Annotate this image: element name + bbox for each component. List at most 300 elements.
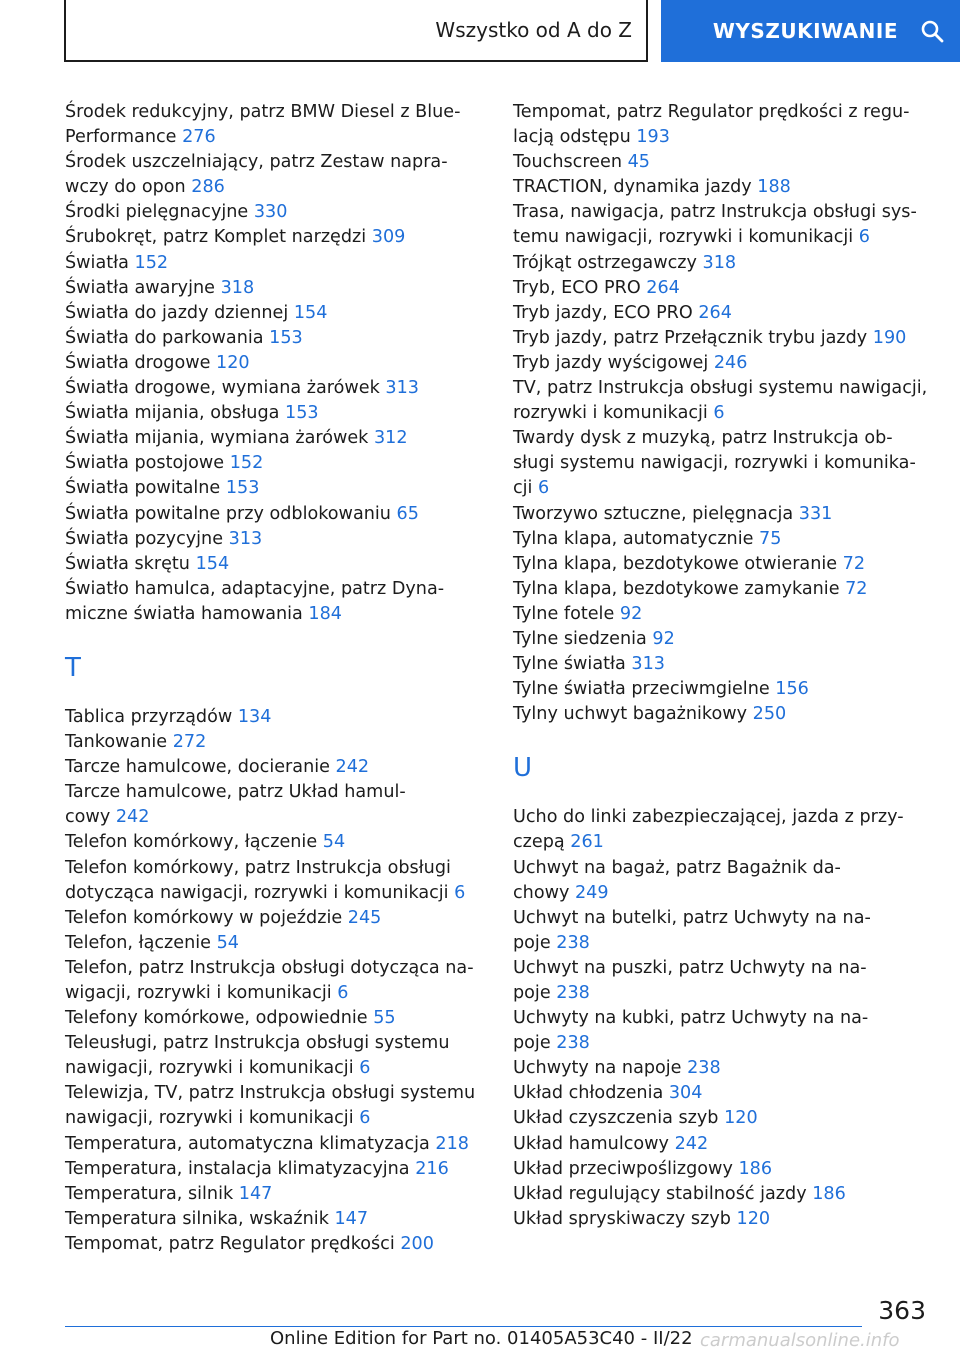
index-entry-text: temu nawigacji, rozrywki i komunikacji — [513, 227, 854, 248]
index-entry-line — [65, 1081, 485, 1106]
index-entry-text: Twardy dysk z muzyką, patrz Instrukcja ob- — [513, 428, 893, 449]
index-entry — [65, 401, 485, 426]
index-entry-line — [513, 677, 933, 702]
index-entry-line — [65, 376, 485, 401]
page-number: 363 — [878, 1296, 926, 1325]
index-entry-line — [513, 451, 933, 476]
index-entry-line — [513, 602, 933, 627]
page-reference-link[interactable]: 72 — [845, 578, 868, 599]
index-entry — [65, 426, 485, 451]
index-entry — [65, 906, 485, 931]
index-entry — [65, 1081, 485, 1131]
index-entry-line — [65, 1207, 485, 1232]
index-entry-text: Tylne fotele — [513, 603, 615, 624]
index-entry-line — [513, 150, 933, 175]
index-entry-text: Układ spryskiwaczy szyb — [513, 1208, 731, 1229]
page-reference-link[interactable]: 154 — [293, 302, 328, 323]
index-entry-text: Uchwyt na butelki, patrz Uchwyty na na- — [513, 907, 871, 928]
index-entry — [65, 956, 485, 1006]
index-entry-text: Ucho do linki zabezpieczającej, jazda z przy- — [513, 807, 904, 828]
index-entry-line — [65, 730, 485, 755]
index-entry-text: Telefony komórkowe, odpowiednie — [65, 1008, 368, 1029]
index-entry-text: rozrywki i komunikacji — [513, 403, 708, 424]
index-entry-line — [65, 527, 485, 552]
page-reference-link[interactable]: 54 — [216, 932, 239, 953]
page-reference-link[interactable]: 45 — [627, 152, 650, 173]
page-reference-link[interactable]: 286 — [191, 177, 225, 198]
index-entry-line — [65, 150, 485, 175]
index-entry-text: Środek redukcyjny, patrz BMW Diesel z Blue- — [65, 102, 461, 122]
section-tab-label: Wszystko od A do Z — [435, 18, 632, 42]
index-entry — [513, 1157, 933, 1182]
index-entry-text: Tarcze hamulcowe, docieranie — [65, 757, 330, 778]
page-reference-link[interactable]: 75 — [759, 528, 782, 549]
letter-heading: T — [65, 652, 81, 683]
index-entry-text: Uchwyty na napoje — [513, 1058, 682, 1079]
index-entry-line — [513, 326, 933, 351]
page-reference-link[interactable]: 312 — [373, 428, 408, 449]
page-reference-link[interactable]: 186 — [738, 1158, 773, 1179]
index-entry-line — [513, 401, 933, 426]
index-entry-line — [65, 401, 485, 426]
index-entry-text: TV, patrz Instrukcja obsługi systemu nawigacji, — [513, 378, 928, 399]
index-entry-text: Światła drogowe, wymiana żarówek — [65, 378, 380, 399]
page-reference-link[interactable]: 313 — [385, 378, 419, 399]
index-entry-line — [65, 906, 485, 931]
index-entry-line — [513, 1031, 933, 1056]
page-reference-link[interactable]: 218 — [435, 1133, 469, 1154]
index-entry-text: Performance — [65, 127, 177, 148]
page-reference-link[interactable]: 331 — [798, 503, 833, 524]
index-entry-line — [65, 1056, 485, 1081]
index-entry-text: Światła powitalne — [65, 478, 221, 499]
page-reference-link[interactable]: 238 — [556, 1033, 590, 1054]
index-entry — [513, 426, 933, 501]
index-entry-text: TRACTION, dynamika jazdy — [513, 177, 752, 198]
section-tab[interactable] — [64, 0, 648, 62]
index-entry-text: poje — [513, 983, 551, 1003]
index-entry — [65, 200, 485, 225]
index-entry-text: poje — [513, 1033, 551, 1054]
page-reference-link[interactable]: 186 — [812, 1183, 846, 1204]
index-entry — [513, 1081, 933, 1106]
page-reference-link[interactable]: 238 — [556, 983, 590, 1003]
page-reference-link[interactable]: 250 — [752, 704, 787, 725]
index-entry-line — [513, 702, 933, 727]
index-entry-line — [65, 276, 485, 301]
index-entry — [65, 1006, 485, 1031]
index-entry-text: Temperatura, automatyczna klimatyzacja — [65, 1133, 430, 1154]
page-reference-link[interactable]: 200 — [400, 1233, 434, 1254]
index-entry — [513, 527, 933, 552]
page-reference-link[interactable]: 276 — [182, 127, 216, 148]
page-reference-link[interactable]: 330 — [253, 202, 288, 223]
index-entry-line — [65, 1157, 485, 1182]
index-entry — [513, 906, 933, 956]
index-entry-line — [65, 577, 485, 602]
index-entry — [65, 301, 485, 326]
index-entry-text: Układ chłodzenia — [513, 1083, 664, 1104]
index-entry — [65, 225, 485, 250]
page-reference-link[interactable]: 238 — [687, 1058, 721, 1079]
index-entry-line — [513, 276, 933, 301]
page-reference-link[interactable]: 153 — [269, 327, 303, 348]
index-entry — [513, 301, 933, 326]
index-entry — [513, 805, 933, 855]
index-entry-text: chowy — [513, 882, 570, 903]
index-entry-text: cji — [513, 478, 533, 499]
index-entry-text: Światła do jazdy dziennej — [65, 302, 289, 323]
index-entry-line — [65, 856, 485, 881]
page-reference-link[interactable]: 154 — [195, 553, 230, 574]
page-reference-link[interactable]: 190 — [872, 327, 907, 348]
index-entry-text: Układ czyszczenia szyb — [513, 1108, 719, 1129]
index-entry-line — [513, 956, 933, 981]
page-reference-link[interactable]: 6 — [359, 1108, 371, 1129]
index-entry-text: Światła pozycyjne — [65, 528, 224, 549]
index-entry-text: Trasa, nawigacja, patrz Instrukcja obsługi sys- — [513, 202, 917, 223]
index-entry-line — [513, 1132, 933, 1157]
index-entry-line — [513, 301, 933, 326]
index-entry-line — [65, 705, 485, 730]
page-reference-link[interactable]: 147 — [334, 1208, 369, 1229]
index-entry — [513, 602, 933, 627]
index-entry-line — [65, 502, 485, 527]
index-entry-text: Tarcze hamulcowe, patrz Układ hamul- — [65, 782, 406, 803]
page-reference-link[interactable]: 318 — [220, 277, 255, 298]
index-entry-line — [513, 251, 933, 276]
index-entry-line — [513, 652, 933, 677]
index-entry-text: Tankowanie — [65, 732, 168, 753]
index-entry-line — [513, 1157, 933, 1182]
page-reference-link[interactable]: 242 — [335, 757, 370, 778]
index-entry — [65, 931, 485, 956]
index-entry-line — [65, 100, 485, 125]
index-entry — [65, 755, 485, 780]
page-reference-link[interactable]: 309 — [371, 227, 406, 248]
page-reference-link[interactable]: 120 — [736, 1208, 771, 1229]
page-reference-link[interactable]: 242 — [674, 1133, 709, 1154]
index-entry — [65, 705, 485, 730]
index-entry-line — [65, 476, 485, 501]
index-entry-line — [513, 175, 933, 200]
page-reference-link[interactable]: 54 — [322, 832, 346, 853]
index-entry-line — [513, 1056, 933, 1081]
index-entry-line — [513, 830, 933, 855]
index-entry-text: nawigacji, rozrywki i komunikacji — [65, 1058, 354, 1079]
index-entry — [513, 200, 933, 250]
page-reference-link[interactable]: 216 — [415, 1158, 449, 1179]
page-reference-link[interactable]: 92 — [652, 628, 675, 649]
index-entry-text: Środki pielęgnacyjne — [65, 202, 249, 223]
index-entry — [513, 956, 933, 1006]
index-entry-line — [513, 906, 933, 931]
index-entry — [65, 730, 485, 755]
index-entry-text: Telefon komórkowy, łączenie — [65, 832, 318, 853]
page-reference-link[interactable]: 6 — [454, 882, 466, 903]
index-entry-text: Touchscreen — [513, 152, 622, 173]
index-entry-text: miczne światła hamowania — [65, 603, 303, 624]
index-entry — [513, 1182, 933, 1207]
index-entry-text: Światła postojowe — [65, 453, 225, 474]
letter-heading: U — [513, 753, 533, 784]
index-entry — [513, 276, 933, 301]
index-entry-text: Trójkąt ostrzegawczy — [513, 252, 697, 273]
index-entry-line — [513, 881, 933, 906]
index-entry-text: wczy do opon — [65, 177, 186, 198]
index-entry-text: Światła mijania, wymiana żarówek — [65, 428, 369, 449]
index-entry-line — [513, 225, 933, 250]
index-entry — [513, 351, 933, 376]
page-reference-link[interactable]: 152 — [229, 453, 264, 474]
index-entry-line — [513, 476, 933, 501]
index-entry-text: Światła powitalne przy odblokowaniu — [65, 503, 391, 524]
page-reference-link[interactable]: 72 — [842, 553, 866, 574]
page-reference-link[interactable]: 65 — [396, 503, 419, 524]
index-entry-text: Tryb jazdy, ECO PRO — [513, 302, 693, 323]
index-entry-line — [65, 1006, 485, 1031]
footer-divider — [65, 1326, 862, 1327]
index-entry-text: Uchwyt na bagaż, patrz Bagażnik da- — [513, 857, 841, 878]
index-entry-text: Telefon, łączenie — [65, 932, 211, 953]
index-entry-line — [65, 755, 485, 780]
index-entry-line — [513, 527, 933, 552]
index-entry-text: Światła — [65, 252, 129, 273]
index-entry-text: Tylne światła — [513, 654, 626, 675]
page-reference-link[interactable]: 264 — [698, 302, 732, 323]
index-entry-text: Telefon komórkowy, patrz Instrukcja obsługi — [65, 857, 451, 878]
index-entry-line — [65, 426, 485, 451]
page-reference-link[interactable]: 153 — [285, 403, 319, 424]
index-entry-line — [65, 931, 485, 956]
index-entry-line — [513, 627, 933, 652]
index-entry-text: sługi systemu nawigacji, rozrywki i komunika- — [513, 453, 916, 474]
index-entry — [513, 702, 933, 727]
index-entry — [65, 351, 485, 376]
index-entry-line — [513, 856, 933, 881]
index-entry — [513, 627, 933, 652]
index-entry — [65, 552, 485, 577]
page-reference-link[interactable]: 6 — [538, 478, 550, 499]
index-entry — [65, 150, 485, 200]
index-entry — [513, 652, 933, 677]
index-entry-line — [65, 251, 485, 276]
page-reference-link[interactable]: 242 — [115, 807, 150, 828]
index-entry-line — [65, 1106, 485, 1131]
index-entry — [65, 502, 485, 527]
index-entry-line — [65, 956, 485, 981]
page-reference-link[interactable]: 318 — [702, 252, 737, 273]
index-entry-text: Telefon, patrz Instrukcja obsługi dotycząca na- — [65, 957, 474, 978]
index-entry-text: Tylna klapa, automatycznie — [513, 528, 754, 549]
page-reference-link[interactable]: 193 — [636, 127, 670, 148]
index-entry-line — [513, 1182, 933, 1207]
index-entry — [65, 780, 485, 830]
index-entry — [513, 175, 933, 200]
index-entry-line — [65, 200, 485, 225]
page-reference-link[interactable]: 6 — [858, 227, 870, 248]
page-reference-link[interactable]: 313 — [228, 528, 263, 549]
index-entry — [65, 577, 485, 627]
index-entry-text: Tylna klapa, bezdotykowe zamykanie — [513, 578, 840, 599]
page-reference-link[interactable]: 6 — [713, 403, 725, 424]
index-entry — [65, 276, 485, 301]
page-reference-link[interactable]: 152 — [134, 252, 169, 273]
index-entry-line — [65, 225, 485, 250]
index-entry-text: Światło hamulca, adaptacyjne, patrz Dyna- — [65, 578, 445, 599]
index-entry-line — [65, 981, 485, 1006]
page-reference-link[interactable]: 249 — [574, 882, 609, 903]
index-entry-line — [513, 1081, 933, 1106]
index-entry — [65, 251, 485, 276]
index-entry-line — [513, 200, 933, 225]
index-entry-line — [65, 830, 485, 855]
index-entry-line — [65, 451, 485, 476]
index-entry-text: lacją odstępu — [513, 127, 631, 148]
footer-edition: Online Edition for Part no. 01405A53C40 - II/22 — [270, 1328, 693, 1349]
index-entry-text: Światła drogowe — [65, 352, 211, 373]
index-entry-line — [65, 301, 485, 326]
index-entry — [513, 552, 933, 577]
index-column-right — [513, 100, 933, 1232]
page-reference-link[interactable]: 156 — [775, 679, 809, 700]
index-entry-text: Telewizja, TV, patrz Instrukcja obsługi systemu — [65, 1083, 476, 1104]
index-entry — [65, 1182, 485, 1207]
index-entry-text: Tempomat, patrz Regulator prędkości z regu- — [513, 102, 910, 122]
index-entry-text: czepą — [513, 832, 565, 853]
index-entry-line — [513, 1106, 933, 1131]
page-reference-link[interactable]: 147 — [238, 1183, 273, 1204]
index-entry-line — [513, 805, 933, 830]
page-reference-link[interactable]: 134 — [237, 706, 272, 727]
search-icon — [920, 19, 944, 43]
index-entry-text: cowy — [65, 807, 111, 828]
index-entry-line — [65, 1232, 485, 1257]
index-entry-text: Środek uszczelniający, patrz Zestaw napra- — [65, 152, 448, 173]
page-reference-link[interactable]: 120 — [216, 352, 250, 373]
index-entry — [65, 527, 485, 552]
index-entry — [65, 1157, 485, 1182]
index-entry-text: Układ hamulcowy — [513, 1133, 669, 1154]
page-reference-link[interactable]: 6 — [359, 1058, 371, 1079]
index-entry-text: Światła do parkowania — [65, 327, 264, 348]
index-entry-line — [513, 125, 933, 150]
index-entry-text: Tylny uchwyt bagażnikowy — [513, 704, 748, 725]
index-entry-text: Światła awaryjne — [65, 277, 215, 298]
index-entry — [65, 376, 485, 401]
page-reference-link[interactable]: 272 — [172, 732, 207, 753]
index-entry — [65, 476, 485, 501]
page-reference-link[interactable]: 261 — [570, 832, 604, 853]
index-entry — [513, 677, 933, 702]
index-entry-line — [65, 881, 485, 906]
index-entry-text: Tylna klapa, bezdotykowe otwieranie — [513, 553, 838, 574]
page-reference-link[interactable]: 188 — [757, 177, 791, 198]
index-entry-text: Temperatura, silnik — [65, 1183, 234, 1204]
index-entry-line — [65, 326, 485, 351]
index-entry-text: Śrubokręt, patrz Komplet narzędzi — [65, 227, 367, 248]
index-entry — [65, 1232, 485, 1257]
page-reference-link[interactable]: 304 — [668, 1083, 703, 1104]
index-entry-text: Układ regulujący stabilność jazdy — [513, 1183, 807, 1204]
index-entry-text: Tempomat, patrz Regulator prędkości — [65, 1233, 395, 1254]
index-entry-line — [513, 100, 933, 125]
index-entry-line — [65, 1182, 485, 1207]
index-entry-text: Tryb, ECO PRO — [513, 277, 641, 298]
page-reference-link[interactable]: 245 — [347, 907, 382, 928]
search-tab-label: WYSZUKIWANIE — [712, 19, 898, 43]
index-entry-line — [65, 780, 485, 805]
page-reference-link[interactable]: 246 — [713, 352, 748, 373]
index-entry-text: Uchwyty na kubki, patrz Uchwyty na na- — [513, 1008, 869, 1029]
page-reference-link[interactable]: 184 — [308, 603, 343, 624]
index-entry-line — [65, 1132, 485, 1157]
index-entry-line — [513, 931, 933, 956]
index-entry — [65, 326, 485, 351]
index-entry-text: Tryb jazdy wyścigowej — [513, 352, 709, 373]
index-entry-text: Tylne światła przeciwmgielne — [513, 679, 770, 700]
index-entry — [513, 326, 933, 351]
index-entry-text: poje — [513, 932, 551, 953]
index-entry-text: Układ przeciwpoślizgowy — [513, 1158, 733, 1179]
index-entry-line — [513, 426, 933, 451]
index-entry-text: Teleusługi, patrz Instrukcja obsługi systemu — [65, 1033, 450, 1054]
index-entry — [65, 1132, 485, 1157]
index-entry-text: Tablica przyrządów — [65, 706, 233, 727]
index-entry-text: Uchwyt na puszki, patrz Uchwyty na na- — [513, 957, 867, 978]
index-entry-line — [513, 1207, 933, 1232]
index-entry-line — [513, 981, 933, 1006]
index-entry-line — [65, 1031, 485, 1056]
index-entry-text: Temperatura silnika, wskaźnik — [65, 1208, 329, 1229]
index-entry — [65, 1207, 485, 1232]
index-entry-text: Światła mijania, obsługa — [65, 403, 280, 424]
index-entry-text: Tryb jazdy, patrz Przełącznik trybu jazdy — [513, 327, 868, 348]
index-entry-text: dotycząca nawigacji, rozrywki i komunikacji — [65, 882, 449, 903]
index-entry-line — [513, 351, 933, 376]
index-entry — [513, 856, 933, 906]
index-entry — [65, 100, 485, 150]
watermark-logo: carmanualsonline.info — [700, 1330, 900, 1351]
index-entry-text: Tworzywo sztuczne, pielęgnacja — [513, 503, 794, 524]
index-entry — [513, 1132, 933, 1157]
index-entry-line — [65, 602, 485, 627]
index-entry-text: Światła skrętu — [65, 553, 190, 574]
index-entry-line — [513, 376, 933, 401]
index-entry — [513, 1106, 933, 1131]
page-reference-link[interactable]: 313 — [631, 654, 665, 675]
index-entry — [65, 1031, 485, 1081]
index-entry-text: Temperatura, instalacja klimatyzacyjna — [65, 1158, 410, 1179]
index-entry — [513, 1207, 933, 1232]
index-entry — [513, 502, 933, 527]
page-reference-link[interactable]: 55 — [373, 1008, 396, 1029]
index-entry-line — [65, 125, 485, 150]
page-reference-link[interactable]: 238 — [556, 932, 590, 953]
index-entry-text: Tylne siedzenia — [513, 628, 647, 649]
page-reference-link[interactable]: 153 — [225, 478, 260, 499]
index-entry-line — [513, 1006, 933, 1031]
index-entry — [513, 150, 933, 175]
search-tab[interactable] — [661, 0, 960, 62]
index-entry — [513, 1056, 933, 1081]
index-entry-text: Telefon komórkowy w pojeździe — [65, 907, 343, 928]
page-reference-link[interactable]: 264 — [646, 277, 680, 298]
page-reference-link[interactable]: 6 — [337, 983, 349, 1003]
index-entry — [513, 100, 933, 150]
page-reference-link[interactable]: 120 — [724, 1108, 758, 1129]
page-reference-link[interactable]: 92 — [619, 603, 643, 624]
